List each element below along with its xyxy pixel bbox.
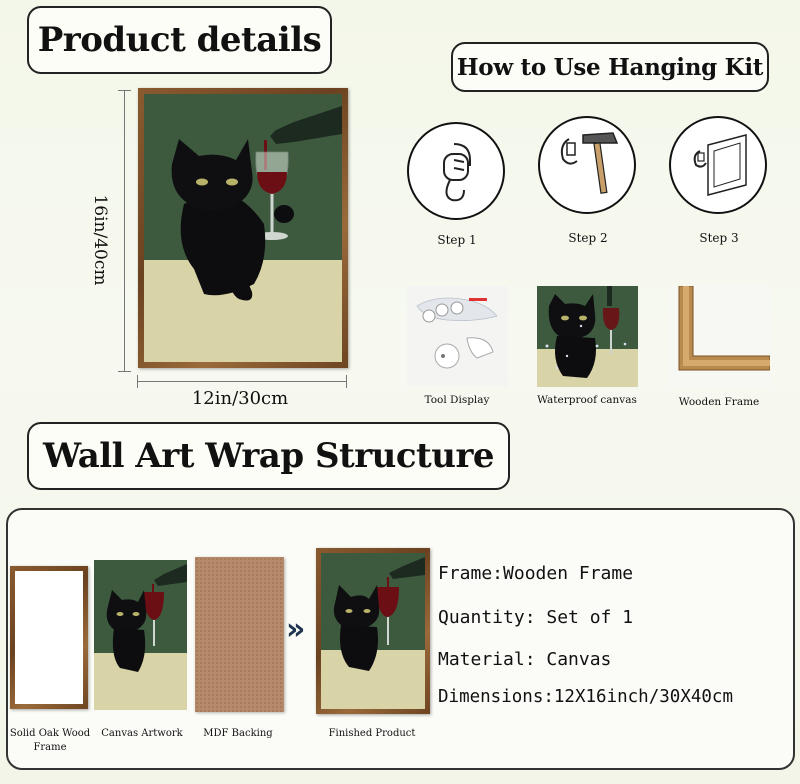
height-dimension-tick-top [118, 90, 131, 91]
canvas-artwork-panel [94, 560, 187, 710]
height-dimension-line [124, 90, 125, 372]
step-2-label: Step 2 [568, 231, 608, 245]
part-label-oak-frame: Solid Oak Wood Frame [9, 728, 91, 753]
framed-artwork [138, 88, 348, 368]
height-dimension-tick-bottom [118, 371, 131, 372]
step-2-circle [538, 116, 636, 214]
spec-quantity: Quantity: Set of 1 [438, 607, 634, 628]
empty-oak-frame [10, 566, 88, 709]
spec-material: Material: Canvas [438, 649, 612, 670]
hammer-icon [547, 125, 627, 205]
arrow-icon: » [286, 612, 306, 647]
wooden-frame-thumb [669, 286, 770, 387]
cat-wine-painting [144, 94, 342, 362]
frame-corner-icon [678, 125, 758, 205]
spec-dimensions: Dimensions:12X16inch/30X40cm [438, 687, 734, 707]
hook-icon [426, 136, 486, 206]
tool-display-thumb [407, 286, 508, 387]
wrap-structure-heading: Wall Art Wrap Structure [27, 422, 510, 490]
part-label-finished-product: Finished Product [328, 728, 416, 739]
width-dimension-tick-left [137, 375, 138, 388]
width-dimension-line [137, 381, 347, 382]
step-1-circle [407, 122, 505, 220]
part-label-canvas-artwork: Canvas Artwork [101, 728, 183, 739]
finished-product-frame [316, 548, 430, 714]
height-dimension-label: 16in/40cm [90, 194, 110, 286]
waterproof-canvas-thumb [537, 286, 638, 387]
step-3-circle [669, 116, 767, 214]
step-1-label: Step 1 [437, 233, 477, 247]
hanging-kit-heading: How to Use Hanging Kit [451, 42, 769, 92]
part-label-mdf-backing: MDF Backing [203, 728, 273, 739]
width-dimension-label: 12in/30cm [191, 388, 289, 409]
waterproof-canvas-label: Waterproof canvas [537, 394, 637, 406]
spec-frame: Frame:Wooden Frame [438, 563, 634, 584]
wooden-frame-label: Wooden Frame [678, 396, 760, 408]
product-details-heading: Product details [27, 6, 332, 74]
mdf-backing-panel [195, 557, 284, 712]
tool-display-label: Tool Display [424, 394, 490, 406]
width-dimension-tick-right [346, 375, 347, 388]
step-3-label: Step 3 [699, 231, 739, 245]
